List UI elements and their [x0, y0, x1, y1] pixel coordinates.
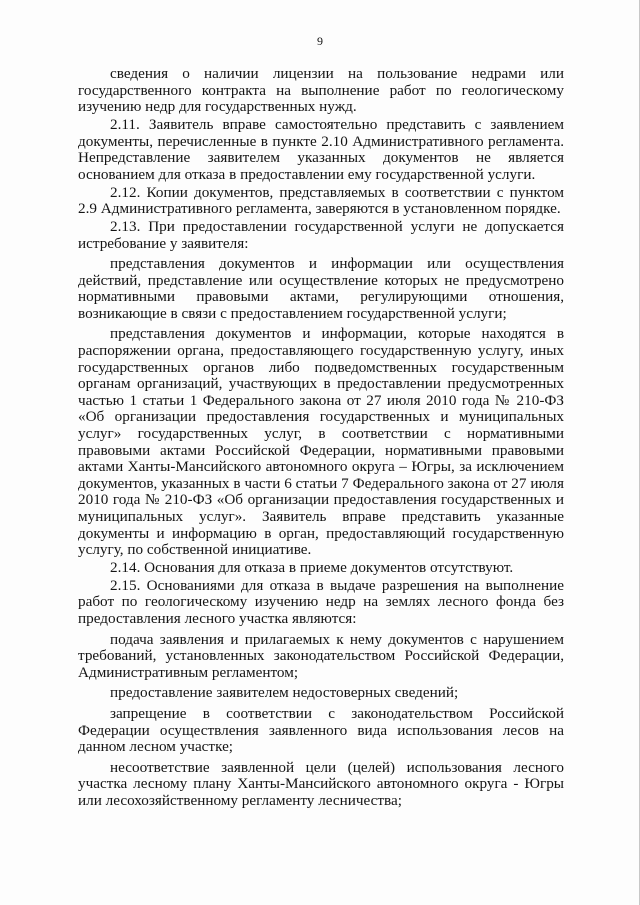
list-item-violation: подача заявления и прилагаемых к нему документов с нарушением требований, установленных законодательством Российской Федерации, Административным регламентом;: [78, 630, 564, 681]
list-item-documents-not-required: представления документов и информации или осуществления действий, представление или осуществление которых не предусмотрено нормативными правовыми актами, регулирующими отношения, возникающие в связи с предоставлением государственной услуги;: [78, 255, 564, 322]
paragraph-2-15: 2.15. Основаниями для отказа в выдаче разрешения на выполнение работ по геологическому изучению недр на землях лесного фонда без предоставления лесного участка являются:: [78, 576, 564, 627]
paragraph-2-13: 2.13. При предоставлении государственной услуги не допускается истребование у заявителя:: [78, 217, 564, 252]
paragraph-2-12: 2.12. Копии документов, представляемых в соответствии с пунктом 2.9 Административного регламента, заверяются в установленном порядке.: [78, 183, 564, 218]
list-item-prohibition: запрещение в соответствии с законодательством Российской Федерации осуществления заявленного вида использования лесов на данном лесном участке;: [78, 704, 564, 756]
paragraph-2-14: 2.14. Основания для отказа в приеме документов отсутствуют.: [110, 558, 514, 576]
paragraph-license-info: сведения о наличии лицензии на пользование недрами или государственного контракта на выполнение работ по геологическому изучению недр для государственных нужд.: [78, 65, 564, 116]
list-item-plan-mismatch: несоответствие заявленной цели (целей) использования лесного участка лесному плану Ханты-Мансийского автономного округа - Югры или лесохозяйственному регламенту лесничества;: [78, 758, 564, 809]
list-item-documents-in-possession: представления документов и информации, которые находятся в распоряжении органа, предоставляющего государственную услугу, иных государственных органов либо подведомственных государственным органам организаций, участвующих в предоставлении предусмотренных частью 1 статьи 1 Федерального закона от 27 июля 2010 года № 210-ФЗ «Об организации предоставления государственных и муниципальных услуг» государственных услуг, в соответствии с нормативными правовыми актами Российской Федерации, нормативными правовыми актами Ханты-Мансийского автономного округа – Югры, за исключением документов, указанных в части 6 статьи 7 Федерального закона от 27 июля 2010 года № 210-ФЗ «Об организации предоставления государственных и муниципальных услуг». Заявитель вправе представить указанные документы и информацию в орган, предоставляющий государственную услугу, по собственной инициативе.: [78, 325, 564, 559]
list-item-false-info: предоставление заявителем недостоверных сведений;: [110, 684, 459, 702]
page-number: 9: [317, 34, 323, 48]
document-body: [78, 66, 564, 811]
paragraph-2-11: 2.11. Заявитель вправе самостоятельно представить с заявлением документы, перечисленные в пункте 2.10 Административного регламента. Непредставление заявителем указанных документов не является основанием для отказа в предоставлении ему государственной услуги.: [78, 115, 564, 183]
